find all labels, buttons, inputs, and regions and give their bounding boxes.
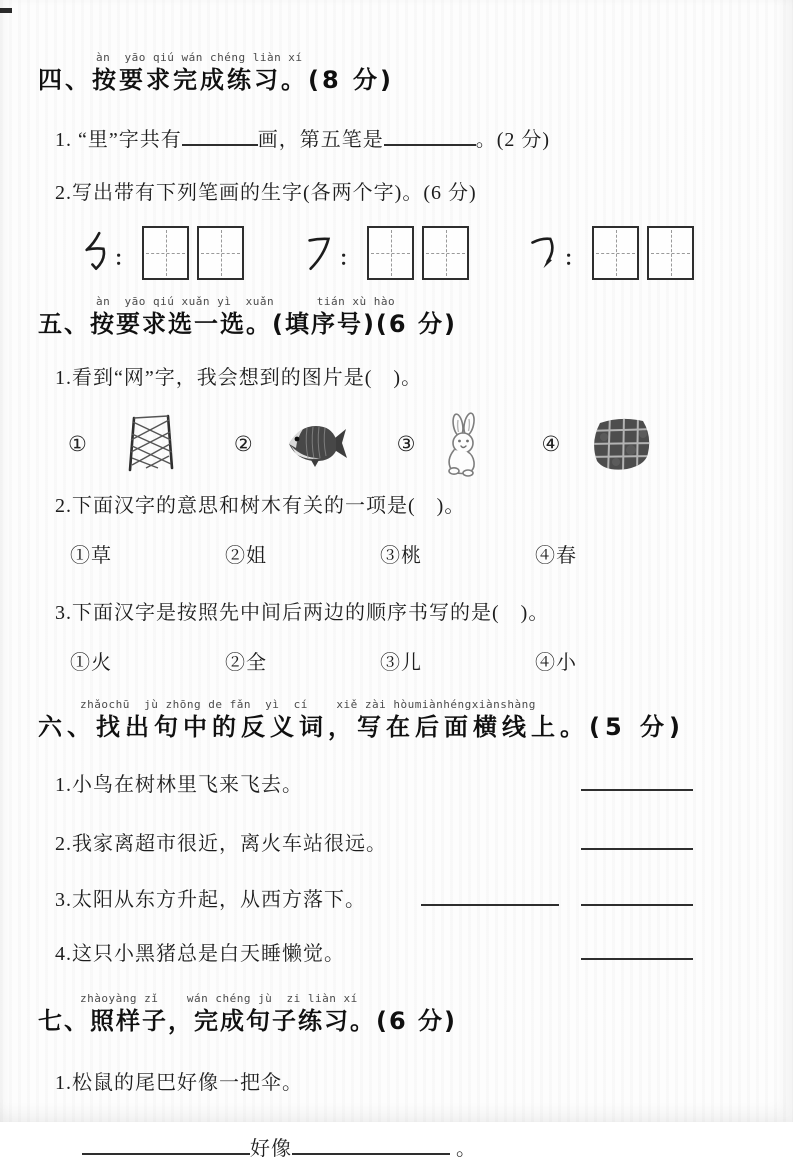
section-5-title: 五、按要求选一选。(填序号)(6 分) (38, 310, 457, 338)
practice-grid-box (422, 226, 469, 280)
sentence-text: 2.我家离超市很近，离火车站很远。 (55, 833, 387, 855)
heng-xie-gou-stroke-icon (528, 230, 560, 276)
sentence-item-3 (55, 887, 693, 913)
text-option: ④春 (535, 545, 577, 567)
section-5-pinyin: àn yāo qiú xuǎn yì xuǎn tián xù hào (96, 295, 396, 308)
section-6-pinyin: zhǎochū jù zhōng de fǎn yì cí xiě zài hòumiànhéngxiànshàng (80, 698, 536, 711)
option-number: ② (233, 432, 253, 456)
sentence-item-4 (55, 941, 693, 967)
option-number: ① (68, 432, 87, 456)
answer-blank-line (292, 1137, 450, 1155)
answer-blank-line (581, 834, 693, 850)
colon-separator: ： (114, 247, 134, 270)
answer-blank-line (182, 130, 258, 146)
section-6 (38, 699, 763, 967)
heng-zhe-ti-stroke-icon (78, 230, 110, 276)
stroke-group-1 (78, 226, 252, 280)
text-option: ①草 (70, 545, 112, 567)
sentence-text: 3.太阳从东方升起，从西方落下。 (55, 889, 366, 911)
section7-example-sentence: 1.松鼠的尾巴好像一把伞。 (55, 1072, 303, 1094)
q3-options-row (70, 646, 763, 675)
fill-in-sentence-row (82, 1132, 763, 1161)
q1-text-1: 1. “里”字共有 (55, 129, 182, 151)
stroke-practice-row (78, 226, 702, 280)
net-image (120, 415, 182, 473)
fish-image (283, 418, 349, 470)
mesh-image (586, 414, 656, 474)
text-option: ①火 (70, 652, 112, 674)
picture-option-3 (397, 412, 490, 476)
sentence-text: 1.小鸟在树林里飞来飞去。 (55, 774, 303, 796)
section-4-title: 四、按要求完成练习。(8 分) (38, 66, 394, 94)
section-4-pinyin: àn yāo qiú wán chéng liàn xí (96, 51, 303, 64)
fill-mid-text: 好像 (250, 1138, 292, 1160)
option-number: ④ (541, 432, 561, 456)
text-option: ②姐 (225, 545, 267, 567)
section-7 (38, 993, 763, 1161)
practice-grid-box (367, 226, 414, 280)
fill-end-punct: 。 (456, 1138, 476, 1160)
answer-blank-line (384, 130, 476, 146)
answer-blank-line (581, 944, 693, 960)
practice-grid-box (142, 226, 189, 280)
section4-question-2: 2.写出带有下列笔画的生字(各两个字)。(6 分) (55, 182, 477, 204)
stroke-group-3 (528, 226, 702, 280)
sentence-text: 4.这只小黑猪总是白天睡懒觉。 (55, 943, 345, 965)
section5-question-3: 3.下面汉字是按照先中间后两边的顺序书写的是( )。 (55, 602, 550, 624)
answer-blank-line (581, 890, 693, 906)
answer-blank-line (581, 775, 693, 791)
heng-pie-stroke-icon (303, 230, 335, 276)
colon-separator: ： (564, 247, 584, 270)
section5-question-2: 2.下面汉字的意思和树木有关的一项是( )。 (55, 495, 466, 517)
option-number: ③ (396, 432, 416, 456)
section5-question-1: 1.看到“网”字，我会想到的图片是( )。 (55, 367, 423, 389)
colon-separator: ： (339, 247, 359, 270)
scan-artifact-mark (0, 8, 12, 13)
section-7-title: 七、照样子，完成句子练习。(6 分) (38, 1007, 457, 1035)
picture-option-2 (234, 418, 349, 470)
section-5 (38, 296, 763, 675)
text-option: ④小 (535, 652, 577, 674)
sentence-item-2 (55, 831, 693, 857)
answer-blank-line (421, 890, 559, 906)
picture-options-row (68, 411, 763, 477)
text-option: ③儿 (380, 652, 422, 674)
text-option: ③桃 (380, 545, 422, 567)
section-6-title: 六、找出句中的反义词，写在后面横线上。(5 分) (38, 713, 685, 741)
practice-grid-box (197, 226, 244, 280)
answer-blank-line (82, 1137, 250, 1155)
picture-option-4 (541, 414, 656, 474)
section-7-pinyin: zhàoyàng zǐ wán chéng jù zi liàn xí (80, 992, 358, 1005)
stroke-group-2 (303, 226, 477, 280)
sentence-item-1 (55, 772, 693, 798)
q1-text-2: 画，第五笔是 (257, 129, 384, 151)
q2-options-row (70, 539, 763, 568)
section-4 (38, 52, 763, 280)
q1-text-3: 。(2 分) (475, 129, 551, 151)
practice-grid-box (592, 226, 639, 280)
text-option: ②全 (225, 652, 267, 674)
picture-option-1 (68, 415, 182, 473)
practice-grid-box (647, 226, 694, 280)
rabbit-image (439, 412, 489, 476)
section4-question-1 (55, 127, 763, 153)
